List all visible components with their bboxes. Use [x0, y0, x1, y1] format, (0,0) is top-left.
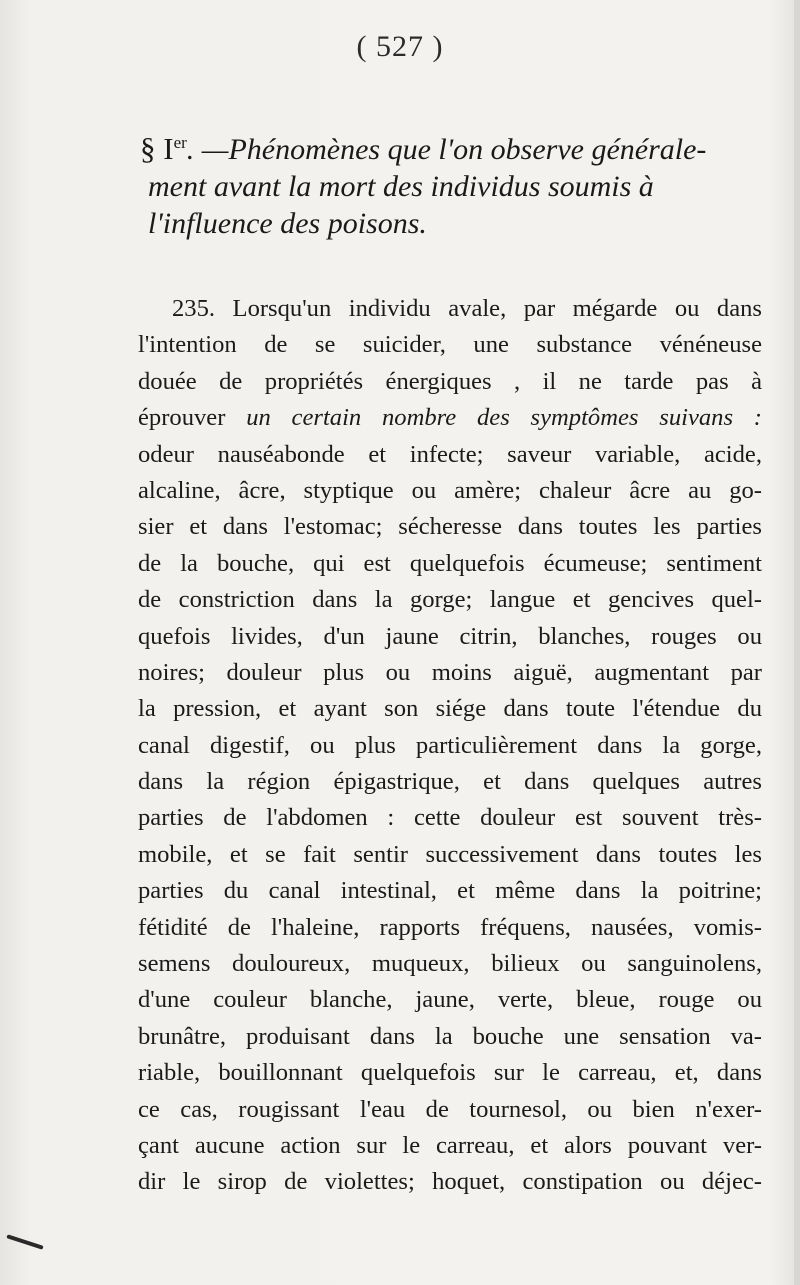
section-mark-superscript: er: [173, 133, 187, 152]
section-heading-line-3: l'influence des poisons.: [148, 207, 427, 240]
text-line: odeur nauséabonde et infecte; saveur variable, acide,: [138, 440, 762, 468]
text-line: sier et dans l'estomac; sécheresse dans toutes les parties: [138, 513, 762, 541]
text-line: la pression, et ayant son siége dans toute l'étendue du: [138, 695, 762, 723]
text-line: alcaline, âcre, styptique ou amère; chaleur âcre au go-: [138, 476, 762, 504]
text-line-prefix: éprouver: [138, 404, 247, 432]
body-paragraph: [138, 291, 762, 1201]
text-line: canal digestif, ou plus particulièrement dans la gorge,: [138, 731, 762, 759]
section-mark: § I: [140, 131, 174, 166]
text-line: brunâtre, produisant dans la bouche une sensation va-: [138, 1022, 762, 1050]
page-edge-shadow: [794, 0, 800, 1285]
text-line: l'intention de se suicider, une substance vénéneuse: [138, 331, 762, 359]
section-heading-line-1: [140, 124, 762, 168]
text-line: riable, bouillonnant quelquefois sur le carreau, et, dans: [138, 1059, 762, 1087]
text-line: noires; douleur plus ou moins aiguë, augmentant par: [138, 658, 762, 686]
page-number: ( 527 ): [356, 30, 444, 63]
section-heading-line-2: ment avant la mort des individus soumis à: [148, 170, 654, 203]
text-line: parties du canal intestinal, et même dans la poitrine;: [138, 877, 762, 905]
section-heading: [140, 124, 762, 242]
text-line: mobile, et se fait sentir successivement dans toutes les: [138, 840, 762, 868]
text-line-with-italic: [138, 400, 762, 436]
text-line: parties de l'abdomen : cette douleur est souvent très-: [138, 804, 762, 832]
text-line: dans la région épigastrique, et dans quelques autres: [138, 768, 762, 796]
text-line: de constriction dans la gorge; langue et gencives quel-: [138, 586, 762, 614]
text-line: de la bouche, qui est quelquefois écumeuse; sentiment: [138, 549, 762, 577]
section-title: . —Phénomènes que l'on observe générale-: [186, 133, 707, 166]
text-line: fétidité de l'haleine, rapports fréquens, nausées, vomis-: [138, 913, 762, 941]
scan-artifact-mark: [6, 1234, 43, 1250]
text-line: ce cas, rougissant l'eau de tournesol, ou bien n'exer-: [138, 1095, 762, 1123]
text-line: quefois livides, d'un jaune citrin, blanches, rouges ou: [138, 622, 762, 650]
text-line: dir le sirop de violettes; hoquet, constipation ou déjec-: [138, 1168, 762, 1196]
text-line: çant aucune action sur le carreau, et alors pouvant ver-: [138, 1131, 762, 1159]
italic-phrase: un certain nombre des symptômes suivans :: [246, 404, 762, 432]
text-line: 235. Lorsqu'un individu avale, par mégarde ou dans: [172, 295, 762, 322]
text-line: d'une couleur blanche, jaune, verte, bleue, rouge ou: [138, 986, 762, 1014]
text-line: semens douloureux, muqueux, bilieux ou sanguinolens,: [138, 950, 762, 978]
text-line: douée de propriétés énergiques , il ne tarde pas à: [138, 367, 762, 395]
